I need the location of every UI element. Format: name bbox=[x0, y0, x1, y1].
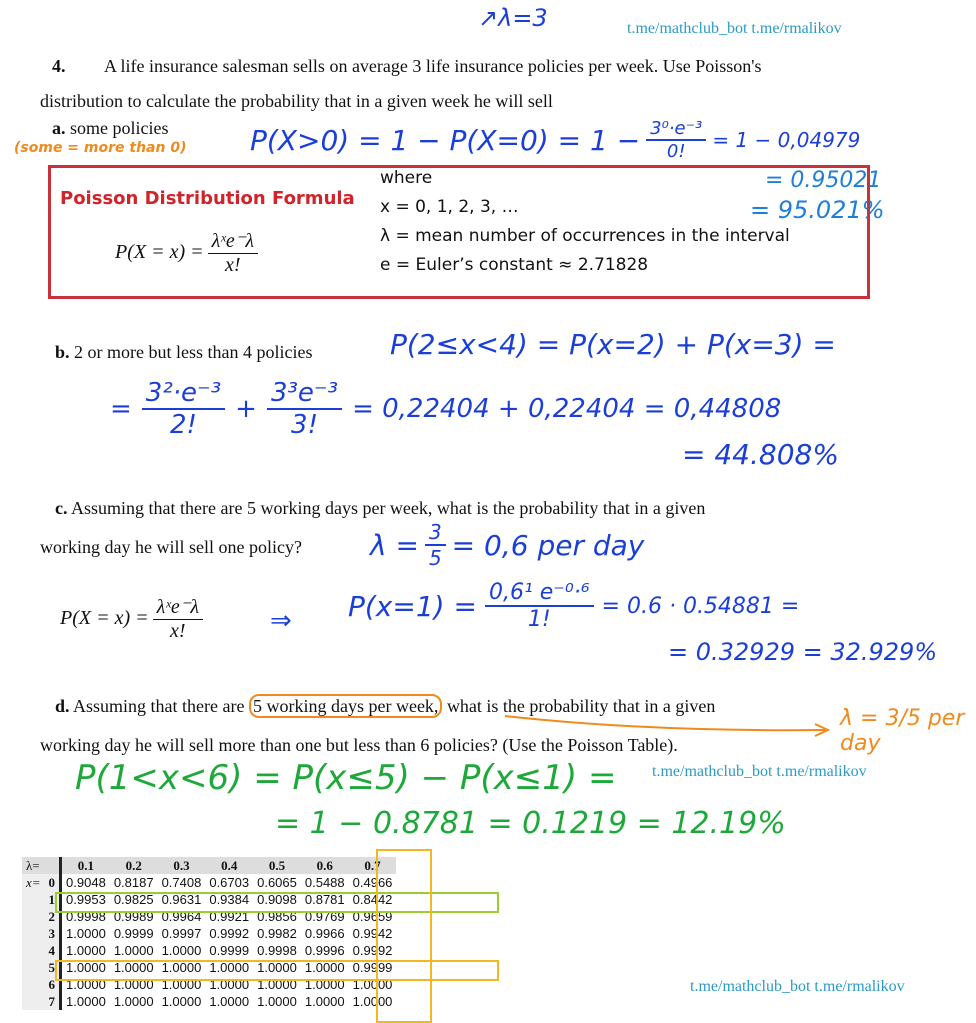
fraction-denominator: 1! bbox=[527, 607, 551, 632]
fraction-numerator: 3³e⁻³ bbox=[267, 378, 342, 410]
table-cell: 0.9992 bbox=[352, 943, 393, 958]
def-x: x = 0, 1, 2, 3, … bbox=[380, 197, 519, 217]
part-a-label: a. bbox=[52, 118, 66, 138]
table-cell: 1.0000 bbox=[66, 977, 106, 992]
part-b-work-1: P(2≤x<4) = P(x=2) + P(x=3) = bbox=[390, 328, 836, 361]
part-d-text-post: what is the probability that in a given bbox=[446, 696, 716, 716]
part-a-result-1: = 0.95021 bbox=[765, 168, 882, 193]
part-d-work-1: P(1<x<6) = P(x≤5) − P(x≤1) = bbox=[75, 758, 617, 798]
part-c-lambda bbox=[370, 520, 644, 570]
where-label: where bbox=[380, 168, 433, 188]
part-c-work-end: = 0.6 · 0.54881 = bbox=[601, 593, 800, 619]
x-label bbox=[22, 959, 45, 976]
part-d-label: d. bbox=[55, 696, 70, 716]
table-cell: 0.8442 bbox=[352, 892, 393, 907]
column-header: 0.7 bbox=[349, 857, 397, 874]
table-cell: 1.0000 bbox=[209, 977, 250, 992]
table-cell: 0.9659 bbox=[352, 909, 393, 924]
part-b-result: = 44.808% bbox=[682, 438, 839, 471]
table-row bbox=[22, 942, 396, 959]
table-cell: 1.0000 bbox=[161, 977, 202, 992]
formula-denominator: x! bbox=[225, 254, 241, 276]
table-cell: 1.0000 bbox=[161, 994, 202, 1009]
formula-fraction bbox=[153, 594, 203, 643]
formula-fraction bbox=[208, 228, 258, 277]
table-cell: 0.9098 bbox=[257, 892, 297, 907]
column-header: 0.3 bbox=[158, 857, 206, 874]
x-label bbox=[22, 976, 45, 993]
def-e: e = Euler’s constant ≈ 2.71828 bbox=[380, 255, 649, 275]
lambda-value: = 0,6 per day bbox=[451, 528, 645, 562]
part-a-work-1: P(X>0) = 1 − P(X=0) = 1 − bbox=[250, 123, 641, 157]
table-cell: 0.9384 bbox=[209, 892, 250, 907]
table-cell: 0.9999 bbox=[113, 926, 154, 941]
row-x-value: 5 bbox=[45, 959, 61, 976]
part-a-work bbox=[250, 118, 860, 162]
lambda-header: λ= bbox=[22, 857, 61, 874]
table-cell: 0.9825 bbox=[113, 892, 154, 907]
orange-arrow-icon bbox=[500, 712, 840, 742]
table-cell: 0.9942 bbox=[352, 926, 393, 941]
row-1-highlight bbox=[55, 892, 499, 913]
watermark: t.me/mathclub_bot t.me/rmalikov bbox=[690, 978, 905, 995]
table-cell: 0.8187 bbox=[113, 875, 154, 890]
part-b-sum: = 0,22404 + 0,22404 = 0,44808 bbox=[352, 394, 782, 424]
lambda-fraction bbox=[425, 520, 446, 570]
equals: = bbox=[110, 394, 132, 424]
part-d-line-2: working day he will sell more than one but less than 6 policies? (Use the Poisson Table). bbox=[40, 735, 678, 755]
part-c-line-1 bbox=[55, 498, 705, 519]
row-5-highlight bbox=[55, 960, 499, 981]
table-cell: 0.9769 bbox=[304, 909, 345, 924]
lambda-note: ↗λ=3 bbox=[478, 4, 548, 32]
lambda-eq: λ = bbox=[370, 528, 419, 562]
part-b-work-2 bbox=[110, 378, 781, 440]
row-x-value: 6 bbox=[45, 976, 61, 993]
poisson-cdf-table bbox=[22, 857, 396, 1010]
table-cell: 0.9998 bbox=[257, 943, 297, 958]
part-a-text: some policies bbox=[70, 118, 169, 138]
table-cell: 1.0000 bbox=[209, 960, 250, 975]
row-x-value: 2 bbox=[45, 908, 61, 925]
table-cell: 0.9997 bbox=[161, 926, 202, 941]
column-header: 0.4 bbox=[205, 857, 253, 874]
fraction-numerator: 0,6¹ e⁻⁰·⁶ bbox=[485, 580, 594, 607]
column-header: 0.6 bbox=[301, 857, 349, 874]
part-b-text: 2 or more but less than 4 policies bbox=[74, 342, 313, 362]
problem-number: 4. bbox=[52, 56, 66, 76]
part-b-question bbox=[55, 342, 312, 363]
table-header-row bbox=[22, 857, 396, 874]
fraction-denominator: 2! bbox=[170, 410, 197, 440]
part-b-fraction-2 bbox=[267, 378, 342, 440]
table-cell: 1.0000 bbox=[161, 960, 202, 975]
table-cell: 1.0000 bbox=[66, 994, 106, 1009]
part-d-text-pre: Assuming that there are bbox=[73, 696, 245, 716]
x-label bbox=[22, 993, 45, 1010]
watermark: t.me/mathclub_bot t.me/rmalikov bbox=[627, 20, 842, 37]
fraction-numerator: 3⁰·e⁻³ bbox=[646, 118, 706, 141]
def-lambda: λ = mean number of occurrences in the interval bbox=[380, 226, 790, 246]
table-cell: 1.0000 bbox=[257, 960, 297, 975]
table-cell: 1.0000 bbox=[304, 977, 345, 992]
table-cell: 0.9921 bbox=[209, 909, 250, 924]
table-cell: 0.9966 bbox=[304, 926, 345, 941]
formula-denominator: x! bbox=[170, 620, 186, 642]
poisson-formula-2 bbox=[60, 594, 203, 643]
table-cell: 0.9999 bbox=[352, 960, 393, 975]
row-x-value: 7 bbox=[45, 993, 61, 1010]
row-x-value: 1 bbox=[45, 891, 61, 908]
part-c-fraction bbox=[485, 580, 594, 632]
part-c-work bbox=[348, 580, 799, 632]
x-label bbox=[22, 908, 45, 925]
table-cell: 0.9989 bbox=[113, 909, 154, 924]
part-c-line-2: working day he will sell one policy? bbox=[40, 537, 302, 557]
plus: + bbox=[235, 394, 257, 424]
table-cell: 0.9048 bbox=[66, 875, 106, 890]
table-cell: 0.9998 bbox=[66, 909, 106, 924]
row-x-value: 4 bbox=[45, 942, 61, 959]
table-cell: 0.9964 bbox=[161, 909, 202, 924]
table-cell: 1.0000 bbox=[66, 943, 106, 958]
formula-numerator: λˣe⁻λ bbox=[153, 594, 203, 620]
part-c-text: Assuming that there are 5 working days per week, what is the probability that in a given bbox=[71, 498, 706, 518]
part-c-work-1: P(x=1) = bbox=[348, 589, 477, 623]
table-cell: 0.9631 bbox=[161, 892, 202, 907]
formula-lhs: P(X = x) = bbox=[60, 607, 149, 629]
row-x-value: 0 bbox=[45, 874, 61, 891]
part-b-fraction-1 bbox=[142, 378, 225, 440]
poisson-table bbox=[22, 857, 396, 1010]
table-cell: 1.0000 bbox=[304, 994, 345, 1009]
table-cell: 1.0000 bbox=[113, 943, 154, 958]
table-row bbox=[22, 874, 396, 891]
table-cell: 0.6065 bbox=[257, 875, 297, 890]
table-cell: 1.0000 bbox=[304, 960, 345, 975]
column-header: 0.1 bbox=[61, 857, 110, 874]
column-0.6-highlight bbox=[376, 849, 432, 1023]
poisson-formula bbox=[115, 228, 258, 277]
implies-arrow: ⇒ bbox=[270, 606, 292, 636]
table-cell: 1.0000 bbox=[257, 994, 297, 1009]
part-b-label: b. bbox=[55, 342, 70, 362]
part-c-label: c. bbox=[55, 498, 68, 518]
table-cell: 0.7408 bbox=[161, 875, 202, 890]
table-cell: 0.8781 bbox=[304, 892, 345, 907]
table-cell: 0.9996 bbox=[304, 943, 345, 958]
column-header: 0.2 bbox=[110, 857, 158, 874]
table-cell: 1.0000 bbox=[113, 977, 154, 992]
table-cell: 1.0000 bbox=[161, 943, 202, 958]
formula-numerator: λˣe⁻λ bbox=[208, 228, 258, 254]
part-c-result: = 0.32929 = 32.929% bbox=[668, 638, 938, 666]
x-label bbox=[22, 891, 45, 908]
problem-line-2: distribution to calculate the probability that in a given week he will sell bbox=[40, 91, 553, 111]
table-cell: 0.9953 bbox=[66, 892, 106, 907]
formula-lhs: P(X = x) = bbox=[115, 241, 204, 263]
part-a-question bbox=[52, 118, 168, 139]
fraction-denominator: 0! bbox=[666, 141, 686, 162]
x-label bbox=[22, 925, 45, 942]
fraction-denominator: 3! bbox=[291, 410, 318, 440]
table-cell: 0.9992 bbox=[209, 926, 250, 941]
table-cell: 1.0000 bbox=[257, 977, 297, 992]
table-cell: 0.9856 bbox=[257, 909, 297, 924]
table-cell: 1.0000 bbox=[66, 960, 106, 975]
formula-title: Poisson Distribution Formula bbox=[60, 188, 355, 209]
part-d-highlight: 5 working days per week, bbox=[249, 694, 442, 718]
table-cell: 1.0000 bbox=[113, 960, 154, 975]
table-cell: 0.5488 bbox=[304, 875, 345, 890]
row-x-value: 3 bbox=[45, 925, 61, 942]
table-cell: 1.0000 bbox=[352, 977, 393, 992]
table-cell: 0.9982 bbox=[257, 926, 297, 941]
part-a-work-end: = 1 − 0,04979 bbox=[712, 128, 861, 152]
table-cell: 1.0000 bbox=[113, 994, 154, 1009]
table-cell: 0.6703 bbox=[209, 875, 250, 890]
problem-line-1: A life insurance salesman sells on average 3 life insurance policies per week. Use Poisson's bbox=[104, 56, 762, 76]
table-cell: 0.9999 bbox=[209, 943, 250, 958]
fraction-numerator: 3 bbox=[425, 520, 446, 546]
x-label: x= bbox=[22, 874, 45, 891]
part-d-lambda-note: λ = 3/5 per day bbox=[840, 706, 965, 756]
fraction-numerator: 3²·e⁻³ bbox=[142, 378, 225, 410]
column-header: 0.5 bbox=[253, 857, 301, 874]
part-a-note: (some = more than 0) bbox=[14, 140, 187, 156]
part-a-fraction bbox=[646, 118, 706, 162]
x-label bbox=[22, 942, 45, 959]
table-cell: 1.0000 bbox=[209, 994, 250, 1009]
part-a-result-2: = 95.021% bbox=[750, 196, 885, 224]
part-d-work-2: = 1 − 0.8781 = 0.1219 = 12.19% bbox=[275, 806, 786, 841]
table-cell: 0.4966 bbox=[352, 875, 393, 890]
table-row bbox=[22, 993, 396, 1010]
table-cell: 1.0000 bbox=[352, 994, 393, 1009]
table-cell: 1.0000 bbox=[66, 926, 106, 941]
watermark: t.me/mathclub_bot t.me/rmalikov bbox=[652, 763, 867, 780]
table-row bbox=[22, 925, 396, 942]
fraction-denominator: 5 bbox=[428, 546, 442, 570]
